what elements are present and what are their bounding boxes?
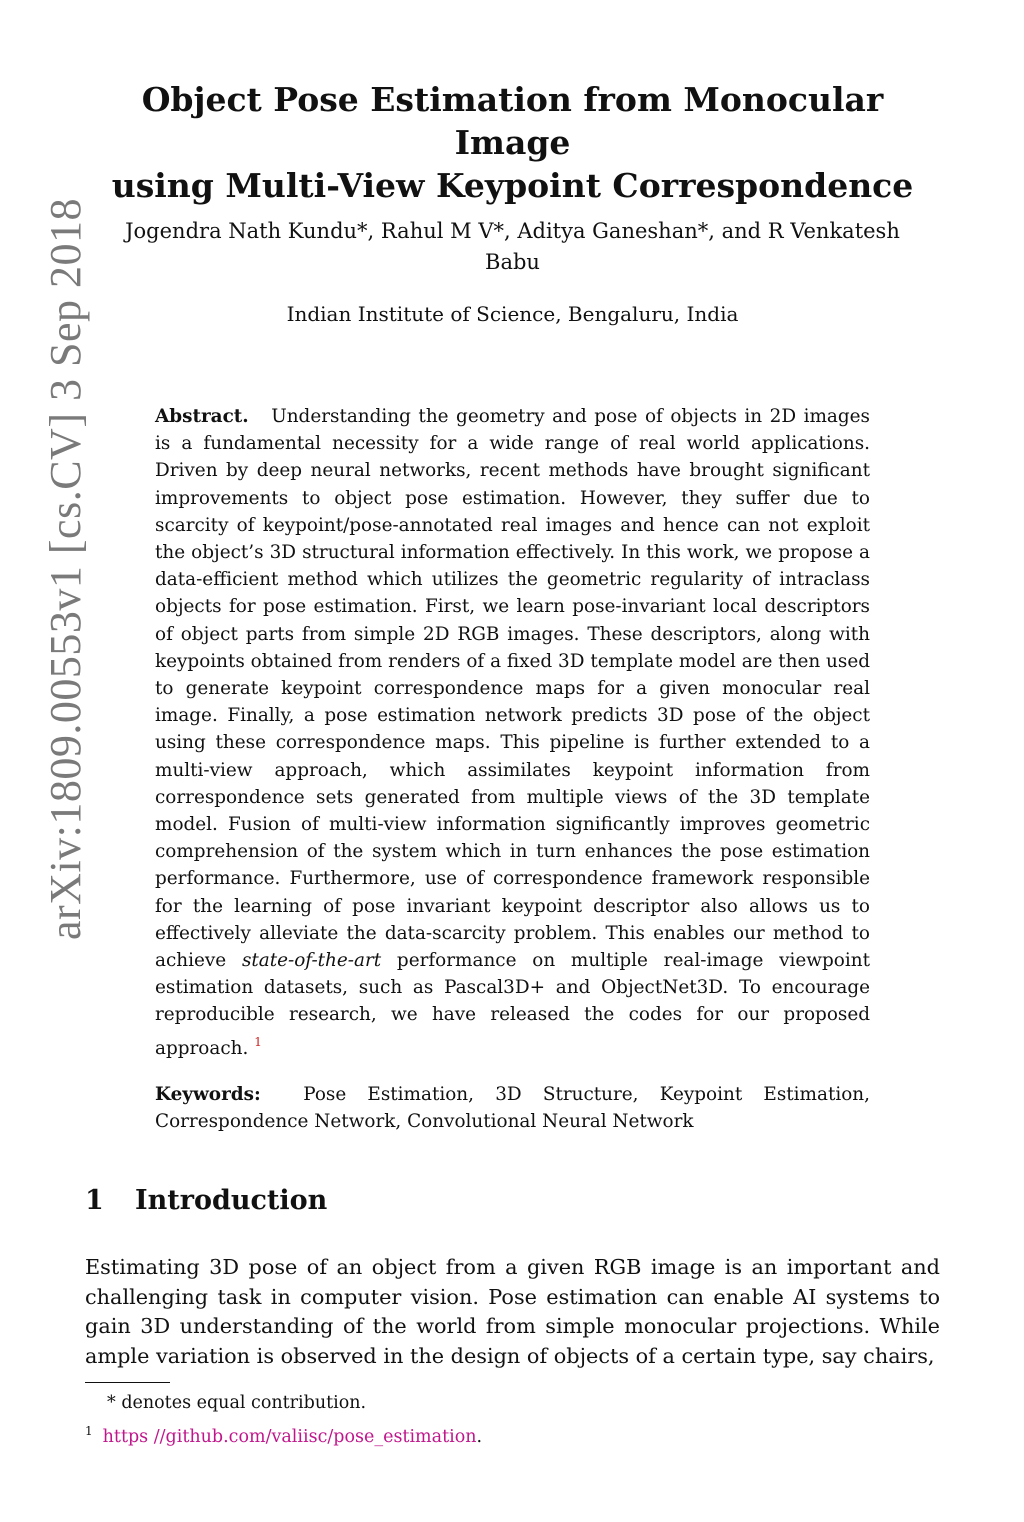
authors-line-2: Babu xyxy=(485,250,540,274)
section-heading xyxy=(85,1185,327,1216)
github-link[interactable]: https //github.com/valiisc/pose_estimation xyxy=(102,1427,477,1447)
authors-line-1: Jogendra Nath Kundu*, Rahul M V*, Aditya Ganeshan*, and R Venkatesh xyxy=(125,219,900,243)
arxiv-margin-stamp: arXiv:1809.00553v1 [cs.CV] 3 Sep 2018 xyxy=(41,198,90,940)
intro-paragraph: Estimating 3D pose of an object from a given RGB image is an important and challenging task in computer vision. Pose estimation can enable AI systems to gain 3D understanding of the world from simple monocular projections. While ample variation is observed in the design of objects of a certain type, say chairs, xyxy=(85,1255,940,1369)
section-title: Introduction xyxy=(135,1185,328,1216)
author-list xyxy=(85,216,940,278)
footnote-rule xyxy=(85,1382,170,1383)
section-number: 1 xyxy=(85,1185,104,1216)
abstract-heading: Abstract. xyxy=(155,406,249,427)
abstract-body: Understanding the geometry and pose of objects in 2D images is a fundamental necessity for a wide range of real world applications. Driven by deep neural networks, recent methods have brought significant improvements to object pose estimation. However, they suffer due to scarcity of keypoint/pose-annotated real images and hence can not exploit the object’s 3D structural information effectively. In this work, we propose a data-efficient method which utilizes the geometric regularity of intraclass objects for pose estimation. First, we learn pose-invariant local descriptors of object parts from simple 2D RGB images. These descriptors, along with keypoints obtained from renders of a fixed 3D template model are then used to generate keypoint correspondence maps for a given monocular real image. Finally, a pose estimation network predicts 3D pose of the object using these correspondence maps. This pipeline is further extended to a multi-view approach, which assimilates keypoint information from correspondence sets generated from multiple views of the 3D template model. Fusion of multi-view information significantly improves geometric comprehension of the system which in turn enhances the pose estimation performance. Furthermore, use of correspondence framework responsible for the learning of pose invariant keypoint descriptor also allows us to effectively alleviate the data-scarcity problem. This enables our method to achieve xyxy=(155,406,870,972)
title-line-1: Object Pose Estimation from Monocular Image xyxy=(141,80,884,162)
title-line-2: using Multi-View Keypoint Correspondence xyxy=(111,166,914,205)
affiliation: Indian Institute of Science, Bengaluru, India xyxy=(286,302,739,326)
paper-title xyxy=(85,78,940,207)
footnote-equal-contribution: * denotes equal contribution. xyxy=(107,1393,367,1413)
keywords-text: Pose Estimation, 3D Structure, Keypoint Estimation, Correspondence Network, Convolutional Neural Network xyxy=(155,1084,870,1132)
footnote-ref-link[interactable]: 1 xyxy=(254,1034,262,1049)
footnote-code-link xyxy=(85,1419,940,1449)
keywords xyxy=(155,1081,870,1135)
keywords-heading: Keywords: xyxy=(155,1084,261,1105)
abstract xyxy=(155,403,870,1062)
abstract-body-end: performance on multiple real-image viewpoint estimation datasets, such as Pascal3D+ and ObjectNet3D. To encourage reproducible research, we have released the codes for our proposed approach. xyxy=(155,950,870,1059)
abstract-emphasis: state-of-the-art xyxy=(241,950,382,972)
footnote-mark: 1 xyxy=(85,1424,93,1438)
footnote-period: . xyxy=(476,1427,483,1447)
